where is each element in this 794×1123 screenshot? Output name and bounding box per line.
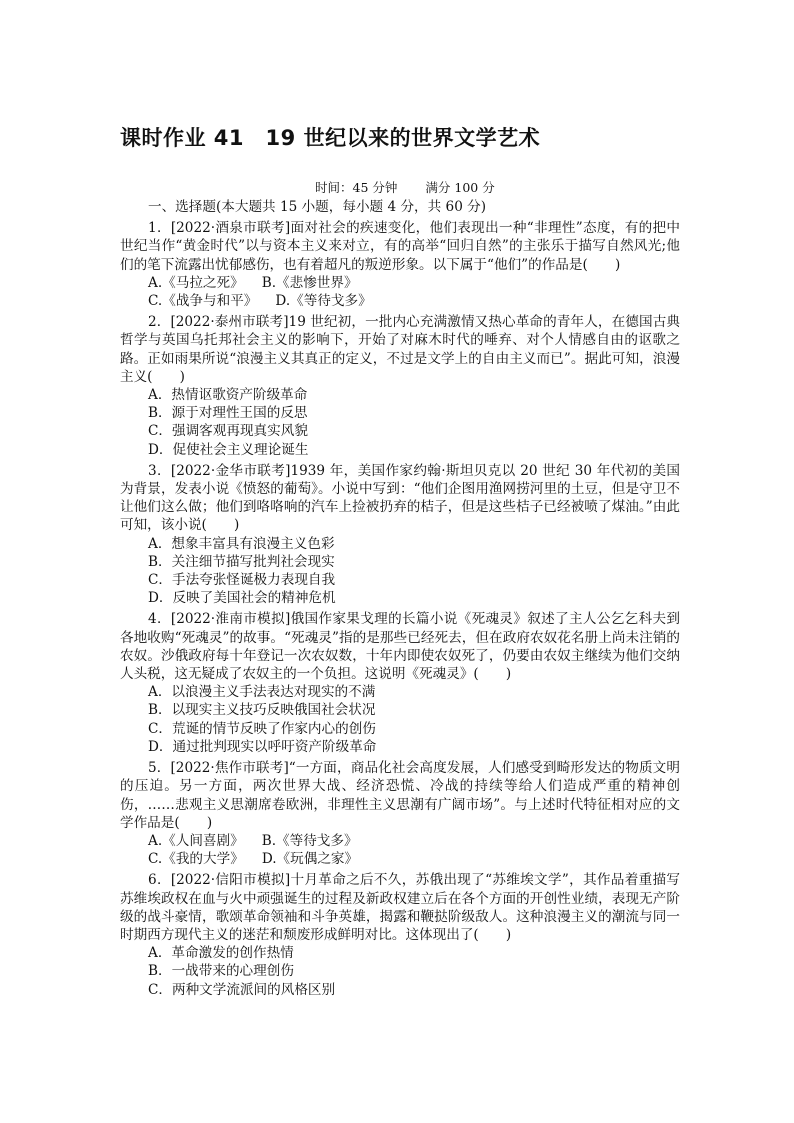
option-d: D.《玩偶之家》 bbox=[261, 851, 359, 868]
question-stem: 1．[2022·酒泉市联考]面对社会的疾速变化，他们表现出一种“非理性”态度，有的把中世纪当作“黄金时代”以与资本主义来对立，有的高举“回归自然”的主张乐于描写自然风光;他们的笔下流露出忧郁感伤，也有着超凡的叛逆形象。以下属于“他们”的作品是( ) bbox=[120, 220, 680, 273]
option-c: C．荒诞的情节反映了作家内心的创伤 bbox=[148, 720, 376, 737]
question-1 bbox=[120, 219, 680, 310]
question-stem: 2．[2022·泰州市联考]19 世纪初，一批内心充满激情又热心革命的青年人，在德国古典哲学与英国乌托邦社会主义的影响下，开始了对麻木时代的唾弃、对个人情感自由的讴歌之路。正如雨果所说“浪漫主义其真正的定义，不过是文学上的自由主义而已”。据此可知，浪漫主义( ) bbox=[120, 314, 680, 385]
option-b: B．以现实主义技巧反映俄国社会状况 bbox=[148, 702, 376, 719]
option-b: B.《悲惨世界》 bbox=[261, 274, 358, 291]
question-content bbox=[120, 198, 680, 999]
option-c: C.《战争与和平》 bbox=[148, 293, 258, 310]
option-b: B．源于对理性王国的反思 bbox=[148, 405, 308, 422]
option-c: C.《我的大学》 bbox=[148, 851, 244, 868]
option-a: A．热情讴歌资产阶级革命 bbox=[148, 387, 308, 404]
question-stem: 4．[2022·淮南市模拟]俄国作家果戈理的长篇小说《死魂灵》叙述了主人公乞乞科夫到各地收购“死魂灵”的故事。“死魂灵”指的是那些已经死去，但在政府农奴花名册上尚未注销的农奴。沙俄政府每十年登记一次农奴数，十年内即使农奴死了，仍要由农奴主继续为他们交纳人头税，这无疑成了农奴主的一个负担。这说明《死魂灵》( ) bbox=[120, 611, 680, 683]
question-stem: 6．[2022·信阳市模拟]十月革命之后不久，苏俄出现了“苏维埃文学”，其作品着重描写苏维埃政权在血与火中顽强诞生的过程及新政权建立后在各个方面的开创性业绩，表现无产阶级的战斗豪情，歌颂革命领袖和斗争英雄，揭露和鞭挞阶级敌人。这种浪漫主义的潮流与同一时期西方现代主义的迷茫和颓废形成鲜明对比。这体现出了( ) bbox=[120, 872, 680, 943]
option-a: A.《人间喜剧》 bbox=[148, 832, 244, 849]
option-row bbox=[120, 274, 680, 292]
question-2 bbox=[120, 313, 680, 459]
question-stem: 3．[2022·金华市联考]1939 年，美国作家约翰·斯坦贝克以 20 世纪 30 年代初的美国为背景，发表小说《愤怒的葡萄》。小说中写到：“他们企图用渔网捞河里的土豆，但是守卫不让他们这么做；他们到咯咯响的汽车上捡被扔弃的桔子，但是这些桔子已经被喷了煤油。”由此可知，该小说( ) bbox=[120, 462, 680, 534]
page-title: 课时作业 41 19 世纪以来的世界文学艺术 bbox=[120, 126, 541, 150]
question-4 bbox=[120, 610, 680, 756]
option-d: D．促使社会主义理论诞生 bbox=[148, 441, 309, 458]
option-a: A.《马拉之死》 bbox=[148, 274, 244, 291]
option-a: A．革命激发的创作热情 bbox=[148, 945, 294, 962]
option-row bbox=[120, 850, 680, 868]
exam-meta bbox=[315, 178, 495, 196]
option-d: D．反映了美国社会的精神危机 bbox=[148, 590, 336, 607]
section-heading: 一、选择题(本大题共 15 小题，每小题 4 分，共 60 分) bbox=[148, 199, 487, 215]
option-d: D.《等待戈多》 bbox=[275, 293, 372, 310]
option-c: C．两种文学流派间的风格区别 bbox=[148, 981, 336, 998]
option-row bbox=[120, 832, 680, 850]
option-b: B．一战带来的心理创伤 bbox=[148, 963, 294, 980]
question-stem: 5．[2022·焦作市联考]“一方面，商品化社会高度发展，人们感受到畸形发达的物质文明的压迫。另一方面，两次世界大战、经济恐慌、冷战的持续等给人们造成严重的精神创伤，……悲观主义思潮席卷欧洲，非理性主义思潮有广阔市场”。与上述时代特征相对应的文学作品是( ) bbox=[120, 760, 680, 831]
option-d: D．通过批判现实以呼吁资产阶级革命 bbox=[148, 738, 377, 755]
option-b: B.《等待戈多》 bbox=[261, 832, 358, 849]
option-row bbox=[120, 292, 680, 310]
question-3 bbox=[120, 462, 680, 608]
option-a: A．以浪漫主义手法表达对现实的不满 bbox=[148, 684, 376, 701]
question-5 bbox=[120, 759, 680, 868]
option-b: B．关注细节描写批判社会现实 bbox=[148, 553, 335, 570]
option-c: C．手法夸张怪诞极力表现自我 bbox=[148, 572, 336, 589]
option-c: C．强调客观再现真实风貌 bbox=[148, 423, 308, 440]
question-6 bbox=[120, 871, 680, 998]
full-score: 满分 100 分 bbox=[425, 180, 495, 195]
option-a: A．想象丰富具有浪漫主义色彩 bbox=[148, 535, 335, 552]
time-limit: 时间：45 分钟 bbox=[315, 180, 398, 195]
